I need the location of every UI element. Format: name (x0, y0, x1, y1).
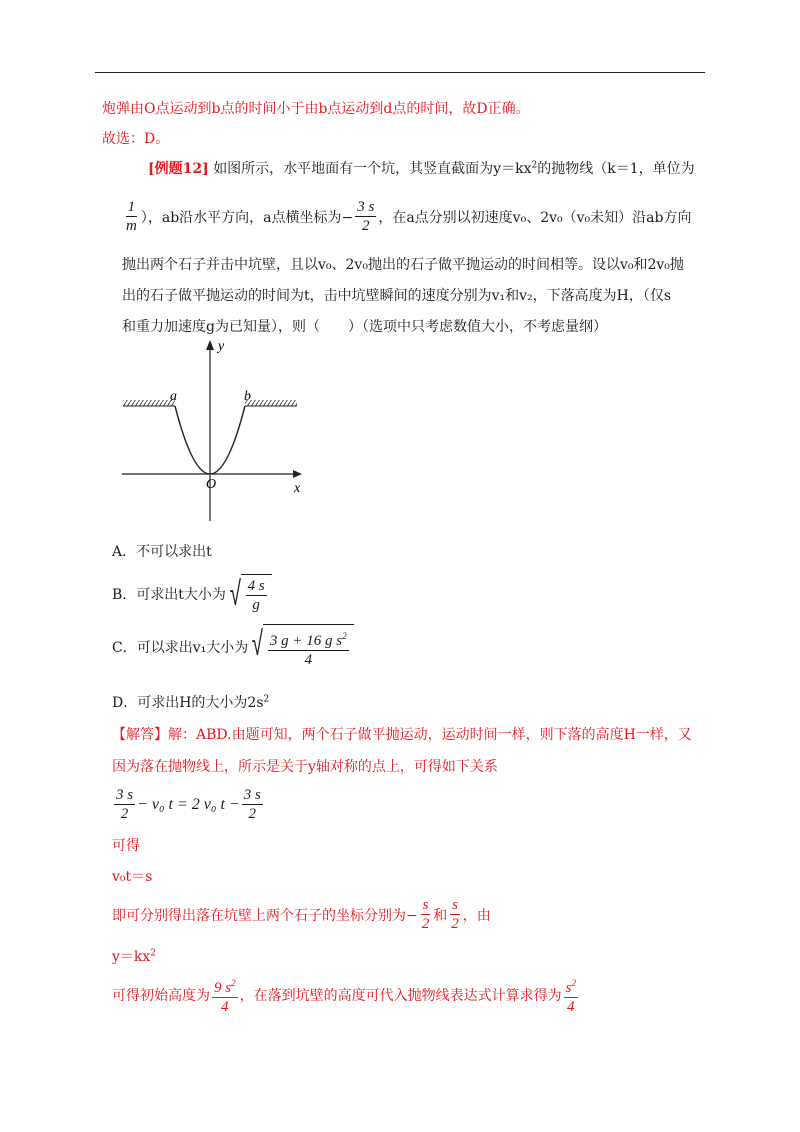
option-a: A．不可以求出t (112, 544, 212, 560)
sup: 2 (571, 978, 576, 988)
frac-den: 4 (304, 652, 313, 668)
label-a: a (170, 389, 177, 404)
frac-num: s (422, 897, 429, 913)
option-c-fraction (268, 627, 349, 669)
last-fraction-2 (564, 974, 578, 1016)
frac-num-text: 9 s (214, 980, 232, 996)
frac-num: 3 s (116, 787, 134, 803)
sqrt-b (226, 574, 272, 614)
label-o: O (206, 477, 217, 492)
frac-den: 2 (362, 218, 370, 234)
coord-end: ，由 (462, 907, 491, 924)
frac-num: 3 s (357, 199, 375, 215)
sup: 2 (263, 694, 270, 705)
frac-num-text: s (565, 980, 572, 996)
radical-icon: √ (251, 624, 264, 664)
problem-line-1 (148, 158, 695, 178)
sup: 2 (150, 948, 157, 959)
option-b (112, 574, 272, 614)
ground-right-hatch (245, 400, 297, 406)
label-y: y (218, 339, 225, 354)
frac-den: g (252, 597, 260, 613)
intro-line-1: 炮弹由O点运动到b点的时间小于由b点运动到d点的时间，故D正确。 (102, 101, 530, 117)
eq-right-fraction (242, 786, 263, 823)
frac-num (268, 627, 349, 651)
problem-line-3: 抛出两个石子并击中坑壁，且以v₀、2v₀抛出的石子做平抛运动的时间相等。设以v₀和2v₀抛 (122, 257, 684, 273)
sqrt-body (241, 574, 272, 614)
eq-left-fraction (114, 786, 135, 823)
label-b: b (244, 389, 251, 404)
answer-tag: 【解答】 (112, 727, 168, 743)
frac-num: s (452, 897, 458, 913)
y-axis-arrow-icon (206, 340, 214, 350)
radical-icon: √ (229, 574, 241, 614)
answer-ykx (112, 946, 156, 966)
option-d (112, 692, 269, 712)
frac-num: 3 s (243, 787, 261, 803)
coord-text: 即可分别得出落在坑壁上两个石子的坐标分别为− (112, 907, 418, 924)
eq-middle: − v₀ t = 2 v₀ t − (137, 795, 240, 813)
sqrt-c (248, 624, 353, 669)
frac-den: 2 (120, 806, 129, 822)
problem-text-1b: 的抛物线（k＝1，单位为 (537, 161, 695, 177)
equation (112, 786, 265, 823)
frac-den: m (126, 218, 137, 234)
frac-num: 4 s (247, 578, 265, 594)
sqrt-body (263, 624, 354, 669)
frac-den: 4 (221, 999, 229, 1015)
sup: 2 (231, 978, 236, 988)
problem-line-4: 出的石子做平抛运动的时间为t，击中坑壁瞬间的速度分别为v₁和v₂，下落高度为H，（仅s (122, 288, 672, 304)
frac-num-text: 3 g + 16 g s (269, 633, 343, 649)
coord-fraction-1 (420, 896, 432, 933)
answer-kede: 可得 (112, 838, 140, 854)
frac-den: 2 (451, 916, 459, 932)
answer-v0t: v₀t＝s (112, 869, 153, 885)
problem-text-1: 如图所示，水平地面有一个坑，其竖直截面为y＝kx (213, 161, 532, 177)
example-tag: [例题12] (148, 161, 209, 177)
frac-den: 4 (567, 999, 575, 1015)
answer-line-1 (112, 724, 692, 744)
answer-text-1: 解：ABD.由题可知，两个石子做平抛运动，运动时间一样，则下落的高度H一样，又 (168, 727, 692, 743)
sup: 2 (531, 160, 538, 171)
frac-num (212, 974, 238, 998)
unit-fraction (124, 198, 139, 235)
header-rule (95, 72, 705, 73)
last-fraction-1 (212, 974, 238, 1016)
label-x: x (294, 481, 301, 496)
answer-last (112, 974, 580, 1016)
option-d-text: D．可求出H的大小为2s (112, 695, 264, 711)
x-axis-arrow-icon (293, 470, 302, 478)
answer-line-2: 因为落在抛物线上，所示是关于y轴对称的点上，可得如下关系 (112, 759, 498, 775)
a-x-fraction (355, 198, 376, 235)
frac-num: 1 (127, 199, 136, 215)
coord-he: 和 (433, 907, 448, 924)
problem-text-2a: ），ab沿水平方向，a点横坐标为− (140, 209, 354, 226)
ground-left-hatch (123, 400, 175, 406)
frac-den: 2 (421, 916, 430, 932)
problem-line-5: 和重力加速度g为已知量），则（ ）（选项中只考虑数值大小，不考虑量纲） (122, 319, 607, 335)
last-text-a: 可得初始高度为 (112, 988, 210, 1004)
coord-fraction-2 (449, 896, 461, 933)
option-c (112, 624, 354, 669)
parabola-figure (118, 336, 318, 526)
option-b-text: B．可求出t大小为 (112, 587, 226, 603)
last-text-b: ，在落到坑壁的高度可代入抛物线表达式计算求得为 (239, 988, 562, 1004)
option-b-fraction (246, 577, 267, 614)
problem-text-2b: ，在a点分别以初速度v₀、2v₀（v₀未知）沿ab方向 (378, 209, 692, 226)
sup: 2 (342, 631, 347, 641)
frac-den: 2 (248, 806, 256, 822)
option-c-text: C．可以求出v₁大小为 (112, 639, 249, 656)
frac-num (564, 974, 578, 998)
answer-coords (112, 896, 491, 933)
ykx-text: y＝kx (112, 949, 151, 965)
problem-line-2 (122, 198, 691, 235)
intro-line-2: 故选：D。 (102, 131, 170, 147)
